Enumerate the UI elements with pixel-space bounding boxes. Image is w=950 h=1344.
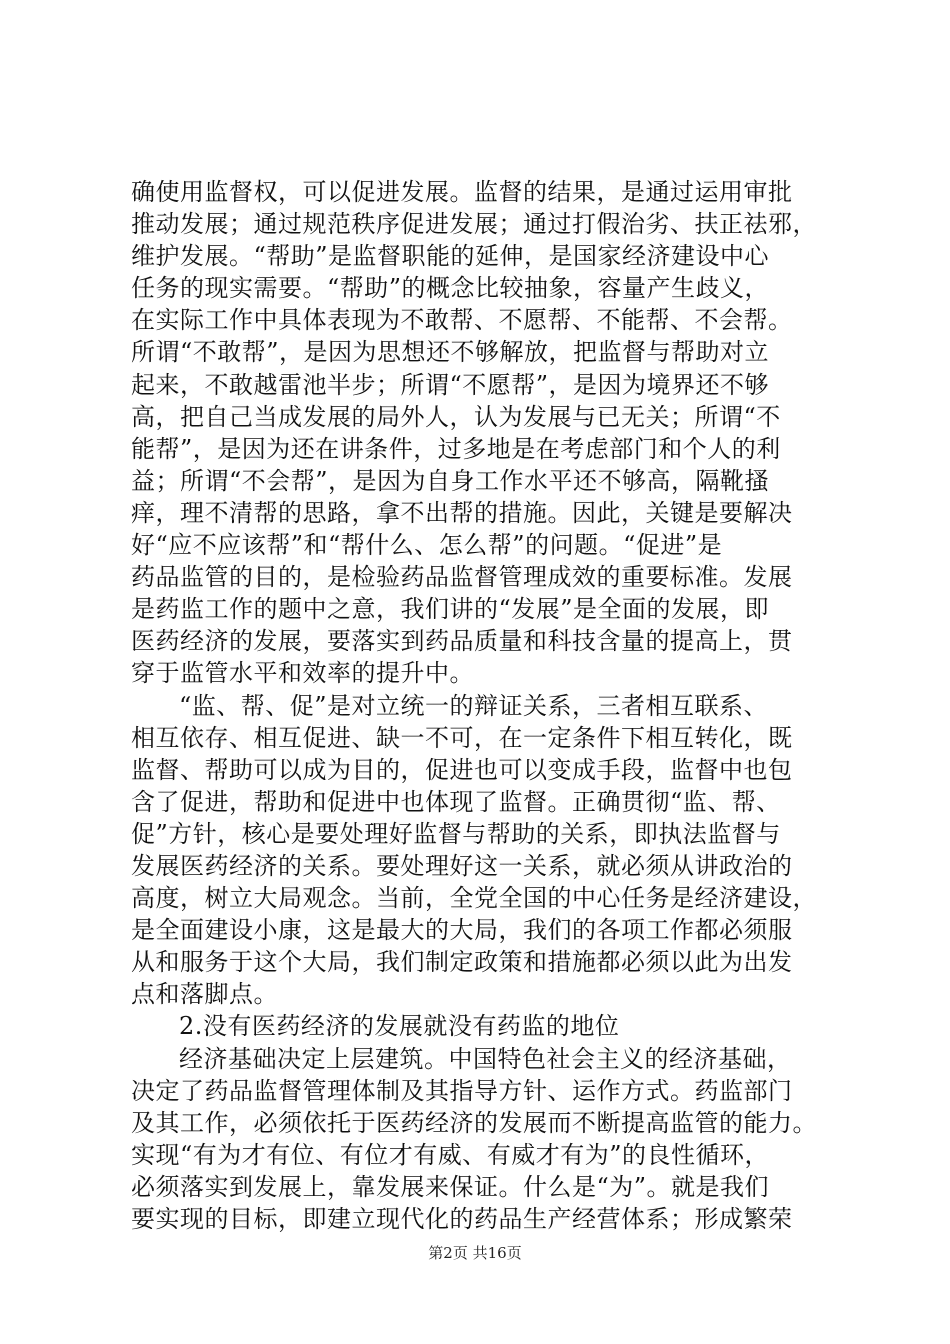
text-line: 从和服务于这个大局，我们制定政策和措施都必须以此为出发 [131, 948, 793, 977]
paragraph-start-line: “监、帮、促”是对立统一的辩证关系，三者相互联系、 [179, 691, 769, 720]
paragraph-start-line: 经济基础决定上层建筑。中国特色社会主义的经济基础， [179, 1044, 792, 1073]
text-line: 确使用监督权，可以促进发展。监督的结果，是通过运用审批 [131, 178, 793, 206]
text-line: 必须落实到发展上，靠发展来保证。什么是“为”。就是我们 [131, 1172, 770, 1201]
text-line: 及其工作，必须依托于医药经济的发展而不断提高监管的能力。 [131, 1108, 817, 1137]
text-line: 决定了药品监督管理体制及其指导方针、运作方式。药监部门 [131, 1076, 793, 1105]
text-line: 是药监工作的题中之意，我们讲的“发展”是全面的发展，即 [131, 595, 770, 624]
page-number-footer: 第2页 共16页 [428, 1244, 522, 1262]
text-line: 好“应不应该帮”和“帮什么、怎么帮”的问题。“促进”是 [131, 531, 723, 560]
text-line: 促”方针，核心是要处理好监督与帮助的关系，即执法监督与 [131, 819, 781, 848]
text-line: 是全面建设小康，这是最大的大局，我们的各项工作都必须服 [131, 916, 793, 945]
text-line: 含了促进，帮助和促进中也体现了监督。正确贯彻“监、帮、 [131, 787, 781, 816]
document-body [131, 176, 831, 1235]
text-line: 任务的现实需要。“帮助”的概念比较抽象，容量产生歧义， [131, 274, 770, 303]
text-line: 监督、帮助可以成为目的，促进也可以变成手段，监督中也包 [131, 755, 793, 784]
text-line: 痒，理不清帮的思路，拿不出帮的措施。因此，关键是要解决 [131, 498, 793, 527]
text-line: 要实现的目标，即建立现代化的药品生产经营体系；形成繁荣 [131, 1205, 793, 1233]
text-line: 起来，不敢越雷池半步；所谓“不愿帮”，是因为境界还不够 [131, 370, 770, 399]
text-line: 相互依存、相互促进、缺一不可，在一定条件下相互转化，既 [131, 723, 793, 752]
text-line: 高，把自己当成发展的局外人，认为发展与已无关；所谓“不 [131, 402, 781, 431]
text-line: 发展医药经济的关系。要处理好这一关系，就必须从讲政治的 [131, 851, 793, 880]
text-line: 高度，树立大局观念。当前，全党全国的中心任务是经济建设， [131, 884, 817, 913]
text-line: 药品监管的目的，是检验药品监督管理成效的重要标准。发展 [131, 563, 793, 592]
text-line: 能帮”，是因为还在讲条件，过多地是在考虑部门和个人的利 [131, 434, 781, 463]
text-line: 益；所谓“不会帮”，是因为自身工作水平还不够高，隔靴搔 [131, 466, 770, 495]
text-line: 实现“有为才有位、有位才有威、有威才有为”的良性循环， [131, 1140, 770, 1169]
text-line: 在实际工作中具体表现为不敢帮、不愿帮、不能帮、不会帮。 [131, 306, 793, 335]
text-line: 维护发展。“帮助”是监督职能的延伸，是国家经济建设中心 [131, 242, 770, 271]
text-line: 穿于监管水平和效率的提升中。 [131, 659, 474, 688]
text-line: 点和落脚点。 [131, 980, 278, 1009]
text-line: 医药经济的发展，要落实到药品质量和科技含量的提高上，贯 [131, 627, 793, 656]
section-heading: 2.没有医药经济的发展就没有药监的地位 [179, 1012, 620, 1041]
text-line: 所谓“不敢帮”，是因为思想还不够解放，把监督与帮助对立 [131, 338, 770, 367]
text-line: 推动发展；通过规范秩序促进发展；通过打假治劣、扶正祛邪， [131, 210, 817, 239]
